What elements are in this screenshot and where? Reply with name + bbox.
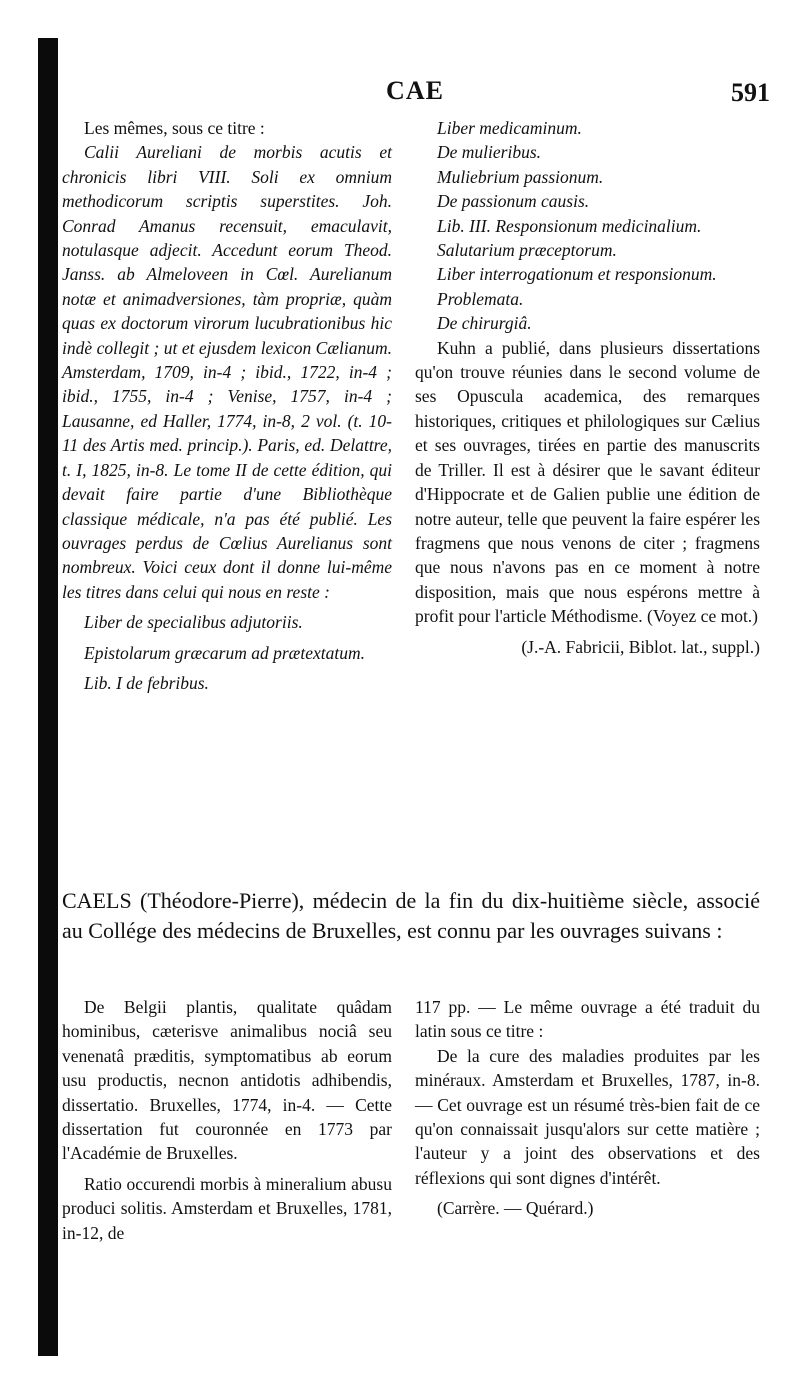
- lost-work-title: Liber medicaminum.: [437, 118, 582, 138]
- paragraph-kuhn: Kuhn a publié, dans plusieurs dissertations qu'on trouve réunies dans le second volume de ses Opuscula academica, des remarques historiques, critiques et philologiques sur Cælius et ses ouvrages, tirées en partie des manuscrits de Triller. Il est à désirer que le savant éditeur d'Hippocrate et de Galien publie une édition de notre auteur, telle que peuvent la faire espérer les fragmens que nous venons de citer ; fragmens que nous n'avons pas en ce moment à notre disposition, mais que nous espérons mettre à profit pour l'article Méthodisme. (Voyez ce mot.): [415, 337, 760, 627]
- source-citation: (J.-A. Fabricii, Biblot. lat., suppl.): [521, 636, 760, 657]
- source-citation: (Carrère. — Quérard.): [437, 1198, 594, 1219]
- running-title: CAE: [386, 76, 444, 105]
- left-column-top: [62, 116, 392, 695]
- lost-work-title: Liber de specialibus adjutoriis.: [84, 612, 303, 633]
- entry-caels: [62, 886, 760, 946]
- lost-work-title: Liber interrogationum et responsionum.: [437, 264, 717, 285]
- lost-work-title: Problemata.: [437, 288, 524, 309]
- right-column-bottom: [415, 995, 760, 1221]
- lost-work-title: Muliebrium passionum.: [437, 166, 604, 187]
- running-head: [60, 72, 770, 112]
- lost-work-title: Lib. III. Responsionum medicinalium.: [437, 215, 702, 236]
- entry-heading-paragraph: CAELS (Théodore-Pierre), médecin de la fin du dix-huitième siècle, associé au Collége des médecins de Bruxelles, est connu par les ouvrages suivans :: [62, 888, 760, 943]
- lost-work-title: Lib. I de febribus.: [84, 672, 209, 693]
- lost-work-title: De passionum causis.: [437, 191, 590, 212]
- page-number: 591: [731, 78, 770, 107]
- paragraph-pages: 117 pp. — Le même ouvrage a été traduit du latin sous ce titre :: [415, 997, 760, 1042]
- paragraph-belgii-plantis: De Belgii plantis, qualitate quâdam hominibus, cæterisve animalibus nociâ seu venenatâ præditis, symptomatibus ab eorum usu productis, necnon antidotis adhibendis, dissertatio. Bruxelles, 1774, in-4. — Cette dissertation fut couronnée en 1773 par l'Académie de Bruxelles.: [62, 997, 392, 1164]
- right-column-top: [415, 116, 760, 659]
- paragraph-ratio-occurendi: Ratio occurendi morbis à mineralium abusu produci solitis. Amsterdam et Bruxelles, 1781, in-12, de: [62, 1173, 392, 1243]
- binding-shadow: [38, 38, 58, 1356]
- paragraph-cure-maladies: De la cure des maladies produites par les minéraux. Amsterdam et Bruxelles, 1787, in-8. — Cet ouvrage est un résumé très-bien fait de ce qu'on connaissait jusqu'alors sur cette matière ; l'auteur y a joint des observations et des réflexions qui sont dignes d'intérêt.: [415, 1045, 760, 1188]
- left-column-bottom: [62, 995, 392, 1245]
- lost-work-title: Salutarium præceptorum.: [437, 240, 617, 261]
- paragraph-intro: Les mêmes, sous ce titre :: [84, 118, 265, 138]
- paragraph-edition-title: Calii Aureliani de morbis acutis et chronicis libri VIII. Soli ex omnium methodicorum scriptis superstites. Joh. Conrad Amanus recensuit, emaculavit, notulasque adjecit. Accedunt eorum Theod. Janss. ab Almeloveen in Cœl. Aurelianum notæ et animadversiones, tàm propriæ, quàm quas ex doctorum virorum lucubrationibus hic indè collegit ; ut et ejusdem lexicon Cælianum. Amsterdam, 1709, in-4 ; ibid., 1722, in-4 ; ibid., 1755, in-4 ; Venise, 1757, in-4 ; Lausanne, ed Haller, 1774, in-8, 2 vol. (t. 10-11 des Artis med. princip.). Paris, ed. Delattre, t. I, 1825, in-8. Le tome II de cette édition, qui devait faire partie d'une Bibliothèque classique médicale, n'a pas été publié. Les ouvrages perdus de Cœlius Aurelianus sont nombreux. Voici ceux dont il donne lui-même les titres dans celui qui nous en reste :: [62, 142, 392, 602]
- lost-work-title: De chirurgiâ.: [437, 313, 532, 334]
- lost-work-title: Epistolarum græcarum ad prætextatum.: [84, 642, 365, 663]
- lost-work-title: De mulieribus.: [437, 142, 542, 163]
